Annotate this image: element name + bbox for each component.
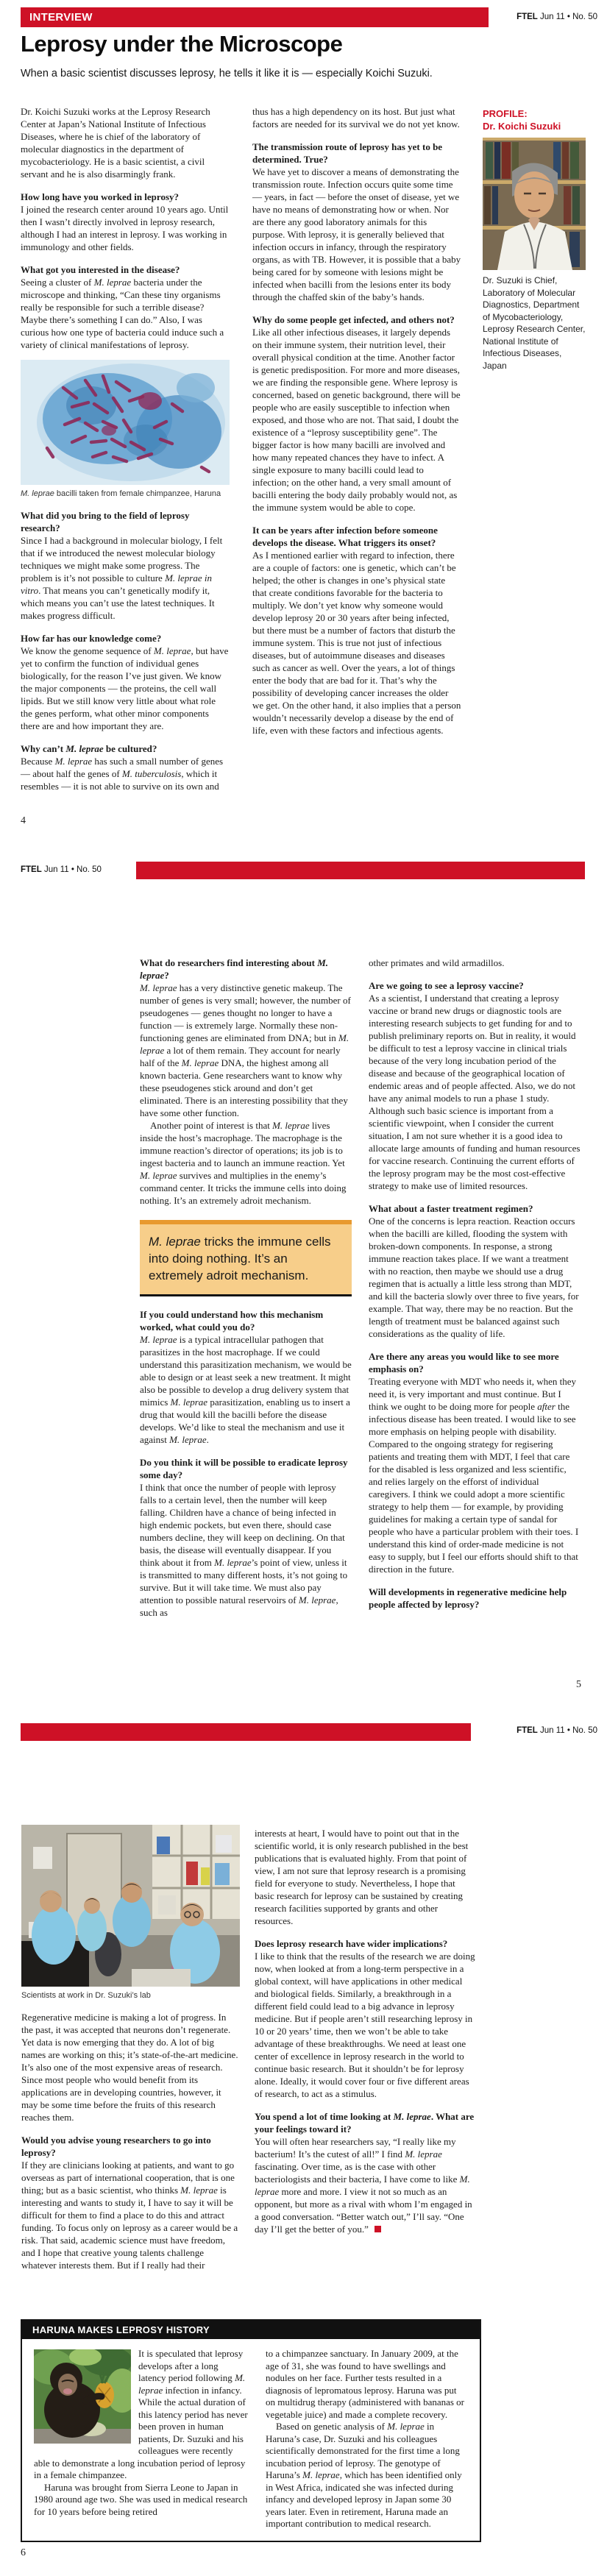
profile-caption: Dr. Suzuki is Chief, Laboratory of Molecular Diagnostics, Department of Mycobacteriology, Leprosy Research Center, National Institute of Infectious Diseases, Japan [483, 275, 586, 371]
brand-label: FTEL [517, 1726, 538, 1735]
question: Would you advise young researchers to go into leprosy? [21, 2135, 211, 2158]
answer-paragraph: Another point of interest is that M. leprae lives inside the host’s macrophage. The macrophage is the immune reaction’s director of operations; its job is to ingest bacteria and to launch an immune reaction. Yet M. leprae survives and multiplies in the enemy’s command center. It tricks the immune cells into doing nothing. It’s an extremely adroit mechanism. [140, 1120, 347, 1206]
answer-paragraph: other primates and wild armadillos. [369, 957, 505, 968]
answer-paragraph: I like to think that the results of the research we are doing now, when looked at from a long-term perspective in a global context, will have applications in other medical and biological fields. Similarly, a breakthrough in a different field could lead to a big advance in leprosy medicine. But if people aren’t still researching leprosy in 10 or 20 years’ time, then we won’t be able to take advantage of these breakthroughs. We need at least one center of excellence in leprosy research in the world to continue basic research. But it shouldn’t be for leprosy alone. Ideally, it would cover four or five different areas of research, to act as a stimulus. [255, 1951, 475, 2099]
lab-photo-figure [21, 1825, 240, 2001]
question: Do you think it will be possible to eradicate leprosy some day? [140, 1457, 348, 1480]
question: What about a faster treatment regimen? [369, 1203, 533, 1214]
question: The transmission route of leprosy has yet to be determined. True? [252, 141, 443, 165]
micrograph-figure [21, 360, 230, 499]
answer-paragraph [255, 2135, 477, 2235]
page-number-6: 6 [21, 2547, 26, 2558]
sidebar-paragraph: Haruna was brought from Sierra Leone to Japan in 1980 around age two. She was used in medical research for 10 years before being retired [34, 2481, 248, 2517]
answer-paragraph: Like all other infectious diseases, it largely depends on their immune system, their nutrition level, their overall physical condition at the time. Another factor is genetic predisposition. For more and more diseases, we are finding the responsible gene. Where leprosy is concerned, based on genetic background, there will be people who are easily susceptible to infection when exposed, and those who are not. That said, I doubt the existence of a “leprosy susceptibility gene”. The bigger factor is how many bacilli are involved and how many repeated chances they have to infect. A single exposure to many bacilli could lead to infection; on the other hand, a very small amount of bacilli entering the body daily probably would not, as the immune system would be able to cope. [252, 327, 461, 513]
page-number-5: 5 [576, 1679, 581, 1690]
question: Why do some people get infected, and others not? [252, 314, 455, 325]
answer-paragraph: interests at heart, I would have to point out that in the scientific world, it is only research published in the best publications that is evaluated highly. From that point of view, I am not sure that leprosy research is a promising field for everyone to study. Nevertheless, I hope that basic research for leprosy can be sustained by creating research facilities supported by grants and other resources. [255, 1828, 469, 1926]
micrograph-caption: M. leprae bacilli taken from female chimpanzee, Haruna [21, 489, 221, 498]
chimpanzee-photo [34, 2349, 131, 2444]
pull-quote-text: M. leprae tricks the immune cells into doing nothing. It’s an extremely adroit mechanism. [140, 1224, 352, 1294]
question: How long have you worked in leprosy? [21, 191, 180, 202]
question: Are we going to see a leprosy vaccine? [369, 980, 524, 991]
question: Why can’t M. leprae be cultured? [21, 743, 157, 754]
answer-paragraph: As a scientist, I understand that creating a leprosy vaccine or brand new drugs or diagnostic tools are interesting research subjects to get funding for and to publish preliminary reports on. But in reality, it would be difficult to test a leprosy vaccine in clinical trials because of the very long incubation period of the disease and because of the geographical location of endemic areas and of people affected. Also, we do not have any animal models to run a phase 1 study. Although such basic science is important from a scientific viewpoint, when I consider the current situation, I am not sure whether it is a good idea to allocate large amounts of funding and human resources for vaccine research. Continuing the current efforts of the leprosy program may be the most cost-effective strategy to make use of limited resources. [369, 993, 581, 1191]
answer-paragraph: Regenerative medicine is making a lot of progress. In the past, it was accepted that neurons don’t regenerate. Yet data is now emerging that they do. A lot of big names are working on this; it’s state-of-the-art medicine. It’s also one of the most expensive areas of research. Since most people who would benefit from its applications are in developing countries, however, it may be some time before the fruits of this research reaches them. [21, 2012, 238, 2123]
answer-paragraph: I think that once the number of people with leprosy falls to a certain level, then the number will keep falling. Children have a chance of being infected in high endemic pockets, but even there, should case numbers decline, they will keep on declining. On that basis, the disease will eventually disappear. If you think about it from M. leprae’s point of view, unless it is transmitted to many different hosts, it’s not going to survive. But it will take time. We must also pay attention to possible natural reservoirs of M. leprae, such as [140, 1482, 348, 1618]
question: Will developments in regenerative medicine help people affected by leprosy? [369, 1586, 567, 1610]
profile-heading: PROFILE: [483, 108, 528, 119]
answer-paragraph: I joined the research center around 10 years ago. Until then I wasn’t directly involved in leprosy research, although I had an interest in leprosy. I was working in immunology and other fields. [21, 204, 229, 252]
answer-paragraph: We know the genome sequence of M. leprae, but have yet to confirm the function of individual genes biologically, for the reason I’ve just given. We know the major components — the proteins, the cell wall lipids. But we still know very little about what role the genes perform, what other minor components there are and how important they are. [21, 645, 229, 731]
pull-quote-rule [140, 1294, 352, 1296]
interview-tag-label: INTERVIEW [29, 11, 93, 24]
page-title: Leprosy under the Microscope [21, 31, 343, 57]
question: Are there any areas you would like to see more emphasis on? [369, 1351, 559, 1374]
answer-paragraph: M. leprae has a very distinctive genetic makeup. The number of genes is very small; however, the number of pseudogenes — genes thought no longer to have a function — is extremely large. Normally these non-functioning genes are eliminated from DNA; but in M. leprae a lot of them remain. They account for nearly half of the M. leprae DNA, the highest among all known bacteria. Gene researchers want to know why these pseudogenes stick around and don’t get eliminated. There is an interesting possibility that they have some other function. [140, 982, 351, 1118]
question: If you could understand how this mechanism worked, what could you do? [140, 1309, 324, 1333]
answer-paragraph: Because M. leprae has such a small number of genes — about half the genes of M. tuberculosis, which it resembles — it is not able to survive on its own and [21, 756, 224, 792]
question: What got you interested in the disease? [21, 264, 180, 275]
issue-label: Jun 11 • No. 50 [43, 865, 102, 874]
red-rule-page3 [21, 1723, 471, 1741]
answer-paragraph: If they are clinicians looking at patients, and want to go overseas as part of international cooperation, that is one thing; but as a basic scientist, who thinks M. leprae is interesting and wants to study it, I have to say it will be difficult for them to find a place to do this and attract funding. To focus only on leprosy as a career would be a risk. That said, academic science must have freedom, and I hope that creative young talents challenge whatever interests them. But if I really had their [21, 2160, 238, 2271]
micrograph-image [21, 360, 230, 485]
profile-name: Dr. Koichi Suzuki [483, 121, 561, 132]
question: You spend a lot of time looking at M. leprae. What are your feelings toward it? [255, 2111, 475, 2135]
profile-box [483, 107, 587, 372]
profile-photo [483, 138, 586, 270]
page3-column-2 [255, 1827, 477, 2235]
pull-quote [140, 1220, 352, 1296]
end-mark [375, 2226, 381, 2232]
subtitle: When a basic scientist discusses leprosy, he tells it like it is — especially Koichi Suzuki. [21, 68, 433, 79]
answer-paragraph: One of the concerns is lepra reaction. Reaction occurs when the bacilli are killed, flooding the system with broken-down components. In response, a strong immune reaction takes place. If we want a treatment with no reaction, then maybe we should use a drug regimen that is actually a little less strong than MDT, and kill the bacteria slowly over three to five years, for example. That way, there may be no reaction. But the length of treatment must be balanced against such considerations as the quality of life. [369, 1216, 579, 1339]
answer-text: You will often hear researchers say, “I really like my bacterium! It’s the cutest of all!” I find M. leprae fascinating. Over time, as is the case with other bacteriologists and their bacteria, I have come to like M. leprae more and more. I view it not so much as an opponent, but more as a rival with whom I’m engaged in a good conversation. “Better watch out,” I’ll say. “One day I’ll get the better of you.” [255, 2136, 472, 2235]
issue-header-page3 [412, 1726, 597, 1735]
answer-paragraph: We have yet to discover a means of demonstrating the transmission route. Infection occurs quite some time — years, in fact — before the onset of disease, yet we have no means of demonstrating how or when. Nor are there any good laboratory animals for this purpose. With leprosy, it is generally believed that infection occurs in infancy, through the respiratory organs, as with TB. However, it is possible that a baby being cared for by someone with lesions might be infected when bacilli from the lesions enter its body through the chaffed skin of the baby’s hands. [252, 166, 461, 302]
sidebar-title: HARUNA MAKES LEPROSY HISTORY [22, 2321, 480, 2339]
question: What do researchers find interesting about M. leprae? [140, 957, 329, 981]
question: What did you bring to the field of leprosy research? [21, 510, 190, 533]
red-rule-page2 [136, 862, 585, 879]
intro-paragraph: Dr. Koichi Suzuki works at the Leprosy Research Center at Japan’s National Institute of Infectious Diseases, where he is chief of the laboratory of molecular diagnostics in the department of mycobacteriology. He is a basic scientist, a civil servant and he is also disarmingly frank. [21, 106, 210, 180]
haruna-sidebar-box [21, 2319, 481, 2542]
lab-photo [21, 1825, 240, 1987]
answer-paragraph: thus has a high dependency on its host. But just what factors are needed for its survival we do not yet know. [252, 106, 460, 129]
issue-label: Jun 11 • No. 50 [540, 13, 597, 21]
issue-header-page1 [412, 13, 597, 21]
brand-label: FTEL [21, 865, 42, 874]
question: How far has our knowledge come? [21, 633, 162, 644]
question: It can be years after infection before someone develops the disease. What triggers its onset? [252, 525, 438, 548]
page3-column-1 [21, 1825, 240, 2271]
sidebar-paragraph: It is speculated that leprosy develops after a long latency period following M. leprae infection in infancy. While the actual duration of this latency period has never been proven in human patients, Dr. Suzuki and his colleagues were recently able to demonstrate a long incubation period of leprosy in a female chimpanzee. [34, 2348, 248, 2480]
page1-column-1 [21, 105, 230, 792]
sidebar-paragraph: Based on genetic analysis of M. leprae in Haruna’s case, Dr. Suzuki and his colleagues scientifically demonstrated for the first time a long incubation period of leprosy. The genotype of Haruna’s M. leprae, which has been identified only in West Africa, indicated she was infected during infancy and developed leprosy in Japan some 30 years later. Even in retirement, Haruna made an important contribution to medical research. [265, 2421, 462, 2529]
answer-paragraph: As I mentioned earlier with regard to infection, there are a couple of factors: one is genetic, which can’t be helped; the other is changes in one’s physical state that create conditions favorable for the bacteria to multiply. We don’t yet know why someone would develop leprosy 20 or 30 years after being infected, but there must be a number of factors that disturb the immune system. This is true not just of infectious diseases, but of autoimmune diseases and diseases such as cancer as well. Over the years, a lot of things enter the body that are bad for it. That’s why the possibility of developing cancer increases the older we get. On the other hand, it also implies that a person wouldn’t necessarily develop a disease by the end of life, even with these factors and infectious agents. [252, 550, 461, 736]
page1-column-2 [252, 105, 461, 737]
brand-label: FTEL [517, 13, 538, 21]
issue-header-page2 [21, 865, 102, 874]
page2-column-right [369, 957, 581, 1611]
sidebar-column-right [266, 2348, 468, 2530]
answer-paragraph: Since I had a background in molecular biology, I felt that if we introduced the newest molecular biology techniques we might make some progress. The problem is it’s not possible to culture M. leprae in vitro. That means you can’t genetically modify it, which means you can’t use the latest techniques. It makes progress difficult. [21, 535, 223, 621]
sidebar-column-left [34, 2348, 248, 2530]
page2-column-left [140, 957, 352, 1619]
answer-paragraph: Seeing a cluster of M. leprae bacteria under the microscope and thinking, “Can these tiny organisms really be responsible for such a terrible disease? Maybe there’s something I can do.” Also, I was curious how one type of bacteria could induce such a variety of clinical manifestations of leprosy. [21, 277, 224, 350]
answer-paragraph: M. leprae is a typical intracellular pathogen that parasitizes in the host macrophage. If we could understand this parasitization mechanism, we would be able to design or at least seek a new treatment. It might also be possible to develop a drug delivery system that mimics M. leprae parasitization, enabling us to insert a drug that would kill the bacilli before the disease develops. We’d like to steal the mechanism and use it against M. leprae. [140, 1334, 352, 1445]
lab-photo-caption: Scientists at work in Dr. Suzuki’s lab [21, 1991, 151, 2000]
answer-paragraph: Treating everyone with MDT who needs it, when they need it, is very important and must continue. But I think we ought to be doing more for people after the infectious disease has been treated. I would like to see more emphasis on helping people with disability. Compared to the ongoing strategy for regisering patients and treating them with MDT, I feel that care for the disabled is less organized and less scientific, and relies largely on the efforst of individual caregivers. I think we could adopt a more scientific strategy to help them — for example, by providing guidelines for making a certain type of sandal for people who have a particular problem with their toes. I understand this kind of order-made medicine is not easy to supply, but I feel our efforts should shift to that direction in the future. [369, 1376, 579, 1575]
issue-label: Jun 11 • No. 50 [540, 1726, 597, 1735]
sidebar-content [22, 2339, 480, 2541]
page-number-4: 4 [21, 815, 26, 826]
question: Does leprosy research have wider implications? [255, 1938, 448, 1949]
sidebar-paragraph: to a chimpanzee sanctuary. In January 2009, at the age of 31, she was found to have swellings and nodules on her face. Further tests resulted in a diagnosis of lepromatous leprosy. Haruna was put on multidrug therapy (administered with bananas or vegetable juice) and made a complete recovery. [265, 2348, 465, 2420]
